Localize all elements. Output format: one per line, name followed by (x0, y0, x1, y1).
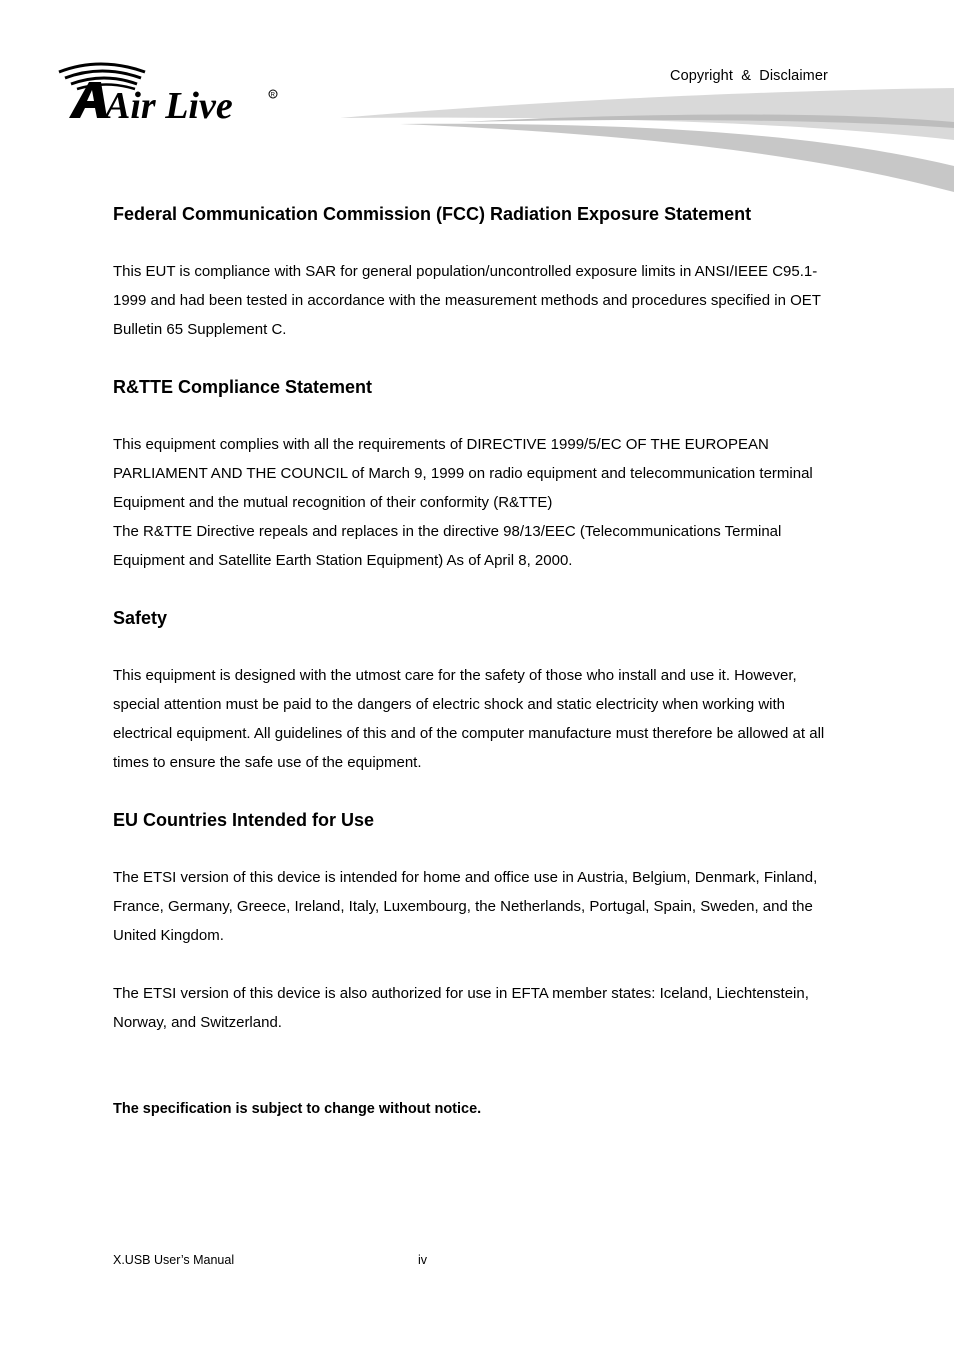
airlive-logo-image (55, 58, 285, 128)
logo-wordmark: Air Live (105, 85, 233, 127)
fcc-paragraph: This EUT is compliance with SAR for general population/uncontrolled exposure limits in ANSI/IEEE C95.1-1999 and had been tested in accordance with the measurement methods and procedures specified in OET Bulletin 65 Supplement C. (113, 263, 821, 338)
rtte-heading: R&TTE Compliance Statement (113, 377, 373, 397)
rtte-paragraph-2: The R&TTE Directive repeals and replaces in the directive 98/13/EEC (Telecommunications Terminal Equipment and Satellite Earth Station Equipment) As of April 8, 2000. (113, 523, 782, 569)
rtte-paragraph-1: This equipment complies with all the requirements of DIRECTIVE 1999/5/EC OF THE EUROPEAN PARLIAMENT AND THE COUNCIL of March 9, 1999 on radio equipment and telecommunication terminal Equipment and the mutual recognition of their conformity (R&TTE) (113, 436, 813, 511)
eu-countries-paragraph-1: The ETSI version of this device is intended for home and office use in Austria, Belgium, Denmark, Finland, France, Germany, Greece, Ireland, Italy, Luxembourg, the Netherlands, Portugal, Spain, Sweden, and the United Kingdom. (113, 869, 818, 944)
safety-paragraph: This equipment is designed with the utmost care for the safety of those who install and use it. However, special attention must be paid to the dangers of electric shock and static electricity when working with electrical equipment. All guidelines of this and of the computer manufacture must therefore be allowed at all times to ensure the safe use of the equipment. (113, 667, 825, 771)
eu-countries-paragraph-2: The ETSI version of this device is also authorized for use in EFTA member states: Iceland, Liechtenstein, Norway, and Switzerland. (113, 985, 809, 1031)
eu-countries-heading: EU Countries Intended for Use (113, 810, 375, 830)
section-title: Copyright & Disclaimer (670, 68, 828, 84)
header-swoosh-decoration (340, 82, 954, 197)
footer-manual-name: X.USB User’s Manual (113, 1253, 235, 1267)
airlive-logo (55, 58, 285, 128)
change-notice: The specification is subject to change without notice. (113, 1101, 482, 1117)
footer-page-number: iv (418, 1253, 428, 1267)
safety-heading: Safety (113, 608, 168, 628)
fcc-heading: Federal Communication Commission (FCC) Radiation Exposure Statement (113, 204, 752, 224)
document-body (113, 200, 843, 1124)
svg-text:R: R (270, 92, 275, 99)
